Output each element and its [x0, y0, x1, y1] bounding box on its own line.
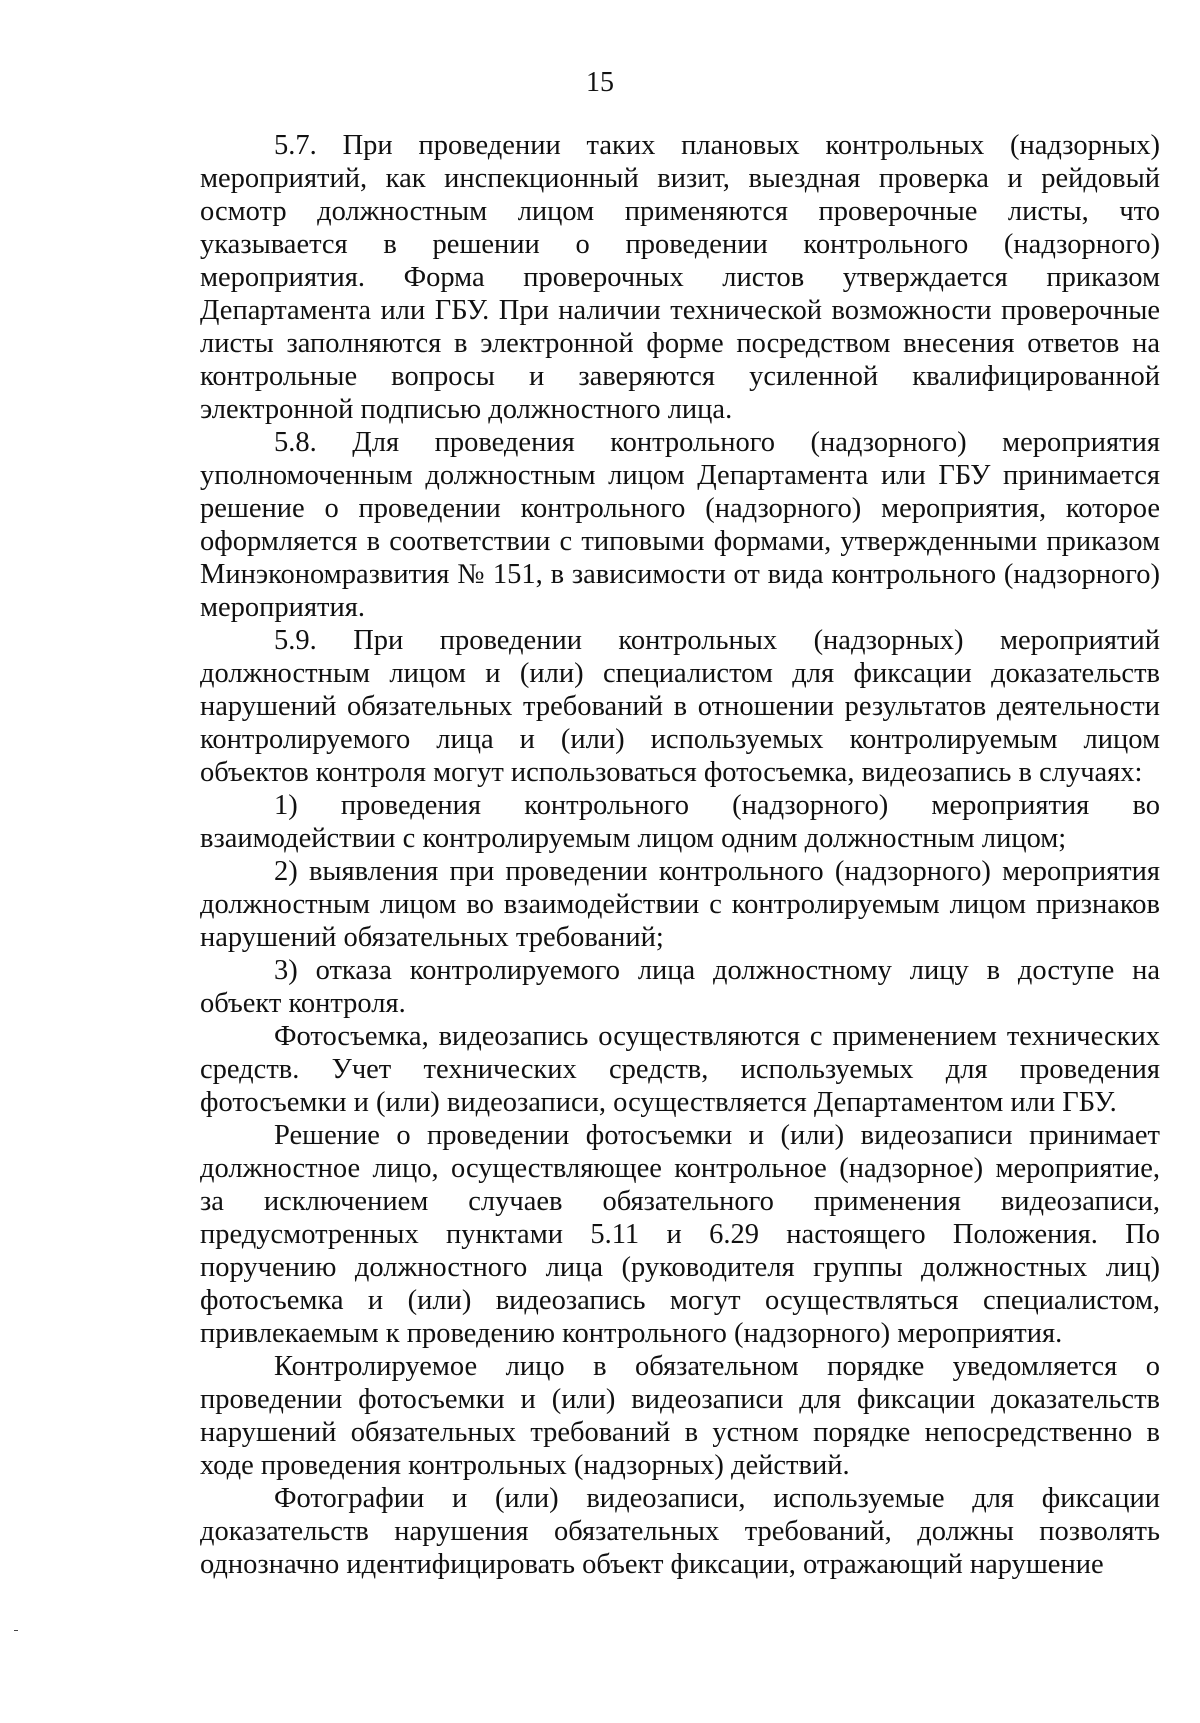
paragraph-decision: Решение о проведении фотосъемки и (или) видеозаписи принимает должностное лицо, осуществляющее контрольное (надзорное) мероприятие, за исключением случаев обязательного применения видеозаписи, предусмотренных пунктами 5.11 и 6.29 настоящего Положения. По поручению должностного лица (руководителя группы должностных лиц) фотосъемка и (или) видеозапись могут осуществляться специалистом, привлекаемым к проведению контрольного (надзорного) мероприятия. — [200, 1120, 1160, 1349]
paragraph-5-8: 5.8. Для проведения контрольного (надзорного) мероприятия уполномоченным должностным лицом Департамента или ГБУ принимается решение о проведении контрольного (надзорного) мероприятия, которое оформляется в соответствии с типовыми формами, утвержденными приказом Минэкономразвития № 151, в зависимости от вида контрольного (надзорного) мероприятия. — [200, 427, 1160, 623]
list-item-2: 2) выявления при проведении контрольного (надзорного) мероприятия должностным лицом во взаимодействии с контролируемым лицом признаков нарушений обязательных требований; — [200, 856, 1160, 953]
paragraph-photo-video-means: Фотосъемка, видеозапись осуществляются с применением технических средств. Учет технических средств, используемых для проведения фотосъемки и (или) видеозаписи, осуществляется Департаментом или ГБУ. — [200, 1021, 1160, 1118]
paragraph-5-7: 5.7. При проведении таких плановых контрольных (надзорных) мероприятий, как инспекционный визит, выездная проверка и рейдовый осмотр должностным лицом применяются проверочные листы, что указывается в решении о проведении контрольного (надзорного) мероприятия. Форма проверочных листов утверждается приказом Департамента или ГБУ. При наличии технической возможности проверочные листы заполняются в электронной форме посредством внесения ответов на контрольные вопросы и заверяются усиленной квалифицированной электронной подписью должностного лица. — [200, 130, 1160, 425]
list-item-1: 1) проведения контрольного (надзорного) мероприятия во взаимодействии с контролируемым лицом одним должностным лицом; — [200, 790, 1160, 854]
document-body — [200, 129, 1160, 1581]
scan-mark — [14, 1630, 18, 1631]
paragraph-notification: Контролируемое лицо в обязательном порядке уведомляется о проведении фотосъемки и (или) видеозаписи для фиксации доказательств нарушений обязательных требований в устном порядке непосредственно в ходе проведения контрольных (надзорных) действий. — [200, 1351, 1160, 1481]
page-number: 15 — [586, 67, 614, 98]
paragraph-5-9: 5.9. При проведении контрольных (надзорных) мероприятий должностным лицом и (или) специалистом для фиксации доказательств нарушений обязательных требований в отношении результатов деятельности контролируемого лица и (или) используемых контролируемым лицом объектов контроля могут использоваться фотосъемка, видеозапись в случаях: — [200, 625, 1160, 788]
list-item-3: 3) отказа контролируемого лица должностному лицу в доступе на объект контроля. — [200, 955, 1160, 1019]
paragraph-photo-requirements: Фотографии и (или) видеозаписи, используемые для фиксации доказательств нарушения обязательных требований, должны позволять однозначно идентифицировать объект фиксации, отражающий нарушение — [200, 1483, 1160, 1580]
